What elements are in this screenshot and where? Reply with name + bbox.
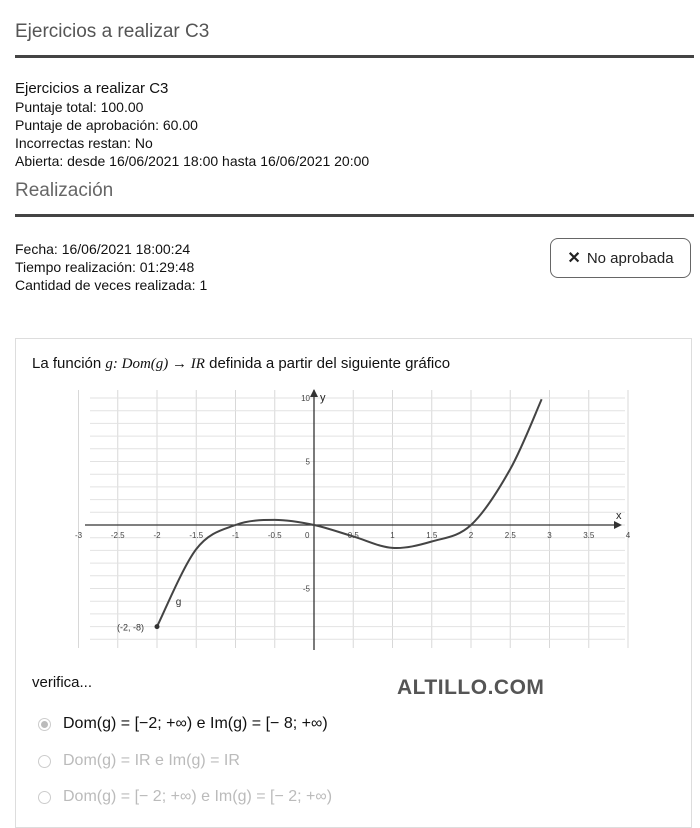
x-tick-label: -1 bbox=[231, 531, 240, 540]
function-graph bbox=[74, 385, 631, 650]
divider bbox=[15, 55, 694, 58]
answer-option-3[interactable] bbox=[38, 788, 332, 806]
x-tick-label: -3 bbox=[74, 531, 83, 540]
page-title: Ejercicios a realizar C3 bbox=[15, 21, 210, 42]
x-tick-label: 4 bbox=[625, 531, 631, 540]
watermark: ALTILLO.COM bbox=[397, 676, 545, 699]
x-tick-label: -0.5 bbox=[267, 531, 282, 540]
attempt-count: Cantidad de veces realizada: 1 bbox=[15, 277, 208, 293]
curve-label: g bbox=[175, 597, 182, 609]
radio-button[interactable] bbox=[38, 718, 51, 731]
y-axis-label: y bbox=[320, 392, 326, 404]
option-label: Dom(g) = IR e Im(g) = IR bbox=[63, 752, 240, 769]
start-point bbox=[155, 624, 160, 629]
x-tick-label: 0.5 bbox=[347, 531, 359, 540]
x-tick-label: 1.5 bbox=[426, 531, 438, 540]
exam-info bbox=[15, 80, 369, 170]
point-label: (-2, -8) bbox=[117, 622, 144, 633]
y-tick-label: -5 bbox=[302, 584, 310, 594]
x-tick-label: -2.5 bbox=[110, 531, 125, 540]
x-tick-label: 2 bbox=[468, 531, 474, 540]
attempt-duration: Tiempo realización: 01:29:48 bbox=[15, 259, 195, 275]
x-tick-label: 0 bbox=[305, 531, 310, 540]
function-def: g: Dom(g) → IR bbox=[105, 356, 205, 372]
open-window: Abierta: desde 16/06/2021 18:00 hasta 16/06/2021 20:00 bbox=[15, 153, 370, 169]
x-axis-arrow bbox=[614, 521, 622, 529]
x-tick-label: 3.5 bbox=[583, 531, 595, 540]
x-tick-label: -1.5 bbox=[189, 531, 204, 540]
y-tick-label: 10 bbox=[301, 394, 310, 403]
answer-option-2[interactable] bbox=[38, 752, 240, 770]
approval-score: Puntaje de aprobación: 60.00 bbox=[15, 117, 198, 133]
x-tick-label: 2.5 bbox=[504, 531, 516, 540]
x-tick-label: -2 bbox=[153, 531, 161, 540]
incorrect-penalty: Incorrectas restan: No bbox=[15, 135, 153, 151]
x-tick-label: 1 bbox=[390, 531, 395, 540]
prompt-text: La función bbox=[32, 355, 106, 372]
x-axis-label: x bbox=[616, 510, 622, 522]
close-icon: ✕ bbox=[567, 250, 581, 267]
total-score: Puntaje total: 100.00 bbox=[15, 99, 144, 115]
answer-option-1[interactable] bbox=[38, 715, 328, 733]
section-title: Realización bbox=[15, 180, 114, 201]
question-prompt bbox=[32, 355, 450, 373]
verifica-label: verifica... bbox=[32, 674, 93, 691]
status-badge[interactable] bbox=[550, 238, 691, 278]
option-label: Dom(g) = [−2; +∞) e Im(g) = [− 8; +∞) bbox=[63, 715, 328, 732]
y-tick-label: 5 bbox=[305, 457, 310, 467]
divider bbox=[15, 214, 694, 217]
x-tick-label: 3 bbox=[547, 531, 552, 540]
attempt-date: Fecha: 16/06/2021 18:00:24 bbox=[15, 241, 191, 257]
attempt-info bbox=[15, 240, 207, 294]
radio-button[interactable] bbox=[38, 755, 51, 768]
y-axis-arrow bbox=[310, 389, 318, 397]
status-label: No aprobada bbox=[586, 249, 674, 267]
option-label: Dom(g) = [− 2; +∞) e Im(g) = [− 2; +∞) bbox=[63, 788, 333, 805]
exam-title: Ejercicios a realizar C3 bbox=[15, 80, 169, 97]
function-curve bbox=[157, 399, 542, 626]
prompt-text-end: definida a partir del siguiente gráfico bbox=[204, 355, 451, 372]
radio-button[interactable] bbox=[38, 791, 51, 804]
